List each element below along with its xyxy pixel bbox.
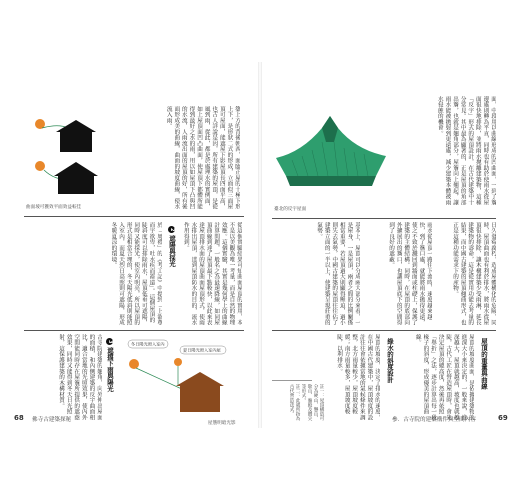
section-3-text: 古寺院建築的翹角，向外伸出屋面的面積，和內侧建築的反宇曲面相比，適合當地的光照效果，使內外空間能同時存在屋簷所提供的遮蔭效果，同時又能得到冬天日光照射，這保護建築的木構材質。 [58, 334, 102, 421]
figure-top-caption: 曲面坡可獲效平面效益較佳 [26, 205, 82, 210]
left-top-text: 築上方的背後朝西，面臨正屋的十極下形上下，是形狀二式的形成，立面似三面屋頂可屋面，能遮屋下影屋頂長四面平高，也古人詳說是因，所有建築的屋頂，是從風到雨，從此，都是於處理水的實例面，如上屋頂面凹凸曲面，使屋頂下都體所能得到最好之水的雨，用以如屋頂下凸與凹的水流，人雨流出面的屋頂的好，所有後面形成美的曲線，曲面的坡度曲線，使水流入雨。 [165, 106, 240, 210]
right-section-2-text: 屋頂的坡度，決定了排水的速度，在中國古代建築中，屋頂坡度的設計往往會依據當地的氣候條件來調整，北方雨量較少，屋頂坡度較緩；南方雨量較多，屋頂坡度較陡，以利排水。 [336, 334, 380, 421]
right-divider [272, 218, 496, 219]
right-text-col-3: 雨水從屋頂一路往下流時，速度越來越快，到了簷口處，就能將雨水拋得更遠，使之不致於濺回到牆面或柱礎上，保護了建築的主體結構。同時，在屋頂的底部向外擴展出的簷口，也讓屋頂底下的空間得到了良好的遮蔽。 [388, 222, 432, 326]
green-roof-illustration [272, 102, 390, 202]
right-section-1-heading: 屋頂的重量與曲線 [480, 338, 488, 390]
right-text-col-4: 基本上，屋頂可以分成兩大部分來看，一是屋身，一是屋頂，兩者之間的比例關係相當重要，若屋頂過大則顯得壓迫，過小則失去氣勢，中國古建築的屋頂往往佔了建築立面的一半以上，使建築呈現莊重的氣勢。 [316, 222, 360, 326]
figure-bottom-caption: 屋簷明暗光影 [208, 421, 236, 426]
right-page-number: 69 [498, 414, 508, 422]
bubble-winter-label: 冬日陽光照入室內 [131, 341, 165, 347]
house-silhouette-bottom [54, 162, 98, 194]
right-page [262, 62, 510, 428]
winter-summer-sun-illustration [120, 334, 238, 426]
right-section-2-heading: 綠水的斜度設計 [386, 338, 394, 383]
left-mid-text: 從這個實驗結果可知曲面屋頂的實用，本不是以美觀為唯一考量，而是自然的物理效應。這個實驗，其實是幾何學上的曲線計算問題，一般名之為最速降線，如同屋頂曲線到達了屋頂最下點較快，以此來表達屋頂排水面的屋頂曲面屋頂形式，使雨水排出屋頂，達到屋頂防水的目的，流水作用得到。 [182, 222, 242, 326]
left-divider-2 [24, 330, 244, 331]
left-running-head: 佛寺古建築探秘 [32, 417, 72, 423]
right-figure-caption: 臺北的反宇屋面 [274, 207, 307, 212]
left-page [10, 62, 258, 428]
bubble-summer-label: 夏日陽光照入室內屋 [183, 347, 221, 353]
section-2-heading: 2遮陽與採光 [168, 227, 176, 267]
footnote-2: 註二：此處所指為古代營造法式。 [289, 384, 300, 421]
footnote-1: 註一：屋頂構造可分為硬山、懸山、歇山、廡殿及攢尖等形式。 [301, 384, 324, 421]
sun-icon [174, 358, 182, 366]
right-running-head: 參．古寺院的建築構件與空間內容 [392, 417, 476, 423]
right-divider-2 [272, 330, 496, 331]
left-page-number: 68 [14, 414, 24, 422]
section-2-text: 於「周禮」的《考工記》中提到「上欲尊而宇欲卑，吐水疾而霤遠」。這個屋頂的陡斜度可以排除雨水，屋頂低垂可遮陽，同時又能採光，使室內明亮，所以屋頂的形式是相當合理的，冬天陽光低斜則能照入室內，而夏天烈日高照則可遮陽，形成冬暖夏涼的環境。 [110, 222, 162, 326]
sun-icon [129, 359, 139, 369]
roof-sunlight-illustration [24, 110, 104, 202]
house-brown [176, 372, 224, 412]
section-3-heading: 3遮擋下雨與陽光 [106, 339, 114, 392]
right-section-1-text: 屋頂的坡度曲面，是依據建築物的進深大小來決定的，一般來說，進深越大，屋頂就越高，坡度也就越陡。古代工匠在營造屋頂時，會先決定屋頂的總高度，然後再依照「舉折」之法，逐步計算出每一段椽子的斜度，形成優美的屋頂曲線。 [414, 334, 474, 421]
sun-icon [35, 161, 45, 171]
left-divider [24, 216, 244, 217]
house-silhouette-top [56, 120, 96, 152]
right-text-col-2: 日久發霉腐朽，造成屋體構化的危險，同時，屋頂曲面也有利於排水，將雨水從屋頂很快排除，讓木構建築少受雨淋，延長建築物的壽命，這是從實用功能去考量的結果，而中國古建築的屋頂翹曲形式，也正是這種功能需求下的產物。 [452, 222, 496, 326]
right-text-col-1: 面，中段用以曲線形成的凹曲面，一到了簷邊處則轉為平直，同時也有助於使雨水從屋面很快地排除，並將雨水拋離建築物，這種「反宇」形式的屋頂設計，在古代建築中十分常見。其中最為顯著的，正是屋頂的角部出簷，也就是翹角部分，屋簷向上翹起，讓雨水能被拋射到更遠處，減少建築本體被雨水侵蝕的機會。 [436, 96, 496, 206]
